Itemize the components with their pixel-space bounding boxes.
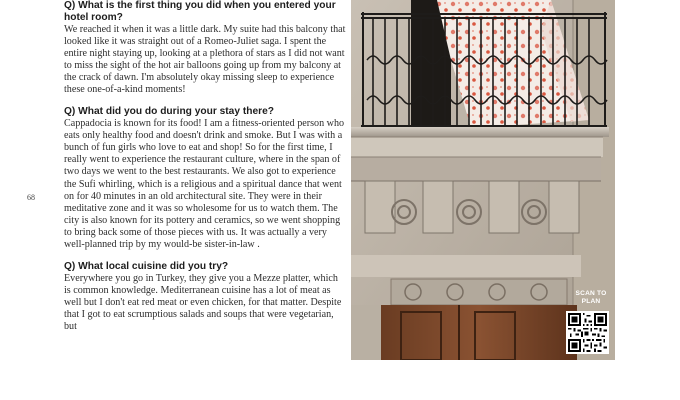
question-1: Q) What is the first thing you did when you entered your hotel room?: [64, 0, 336, 23]
page-number: 68: [27, 193, 35, 202]
answer-1: We reached it when it was a little dark. My suite had this balcony that looked like it was straight out of a Romeo-Juliet saga. I spent the entire night staying up, looking at a plethora of stars as I did not want to miss the sight of the hot air balloons going up from my balcony at the crack of dawn. I'm absolutely okay missing sleep to experience these one-of-a-kind moments!: [64, 24, 346, 96]
qr-code-icon[interactable]: [566, 311, 609, 354]
answer-2: Cappadocia is known for its food! I am a fitness-oriented person who eats only healthy food and doesn't drink and smoke. But I was with a bunch of fun girls who love to eat and shop! So for the first time, I really went to experience the restaurant culture, where in the span of two days we went to the best restaurants. We also got to experience the Sufi whirling, which is a religious and a spiritual dance that went on for 40 minutes in an old architectural site. They were in their meditative zone and it was so wholesome for us to watch them. The city is also known for its pottery and ceramics, so we went shopping to bring back some of those pieces with us. It was actually a very well-planned trip by my would-be sister-in-law .: [64, 118, 345, 250]
scan-to-plan-label: SCAN TO PLAN: [575, 290, 607, 305]
balcony-photo: [351, 0, 615, 360]
question-2: Q) What did you do during your stay there?: [64, 106, 274, 118]
question-3: Q) What local cuisine did you try?: [64, 260, 229, 272]
interview-article: [64, 0, 346, 343]
answer-3: Everywhere you go in Turkey, they give you a Mezze platter, which is common knowledge. Mediterranean cuisine has a lot of meat as well but I don't eat red meat or even chicken, for that matter. Despite that I got to eat scrumptious salads and soups that were vegetarian, but: [64, 272, 342, 332]
